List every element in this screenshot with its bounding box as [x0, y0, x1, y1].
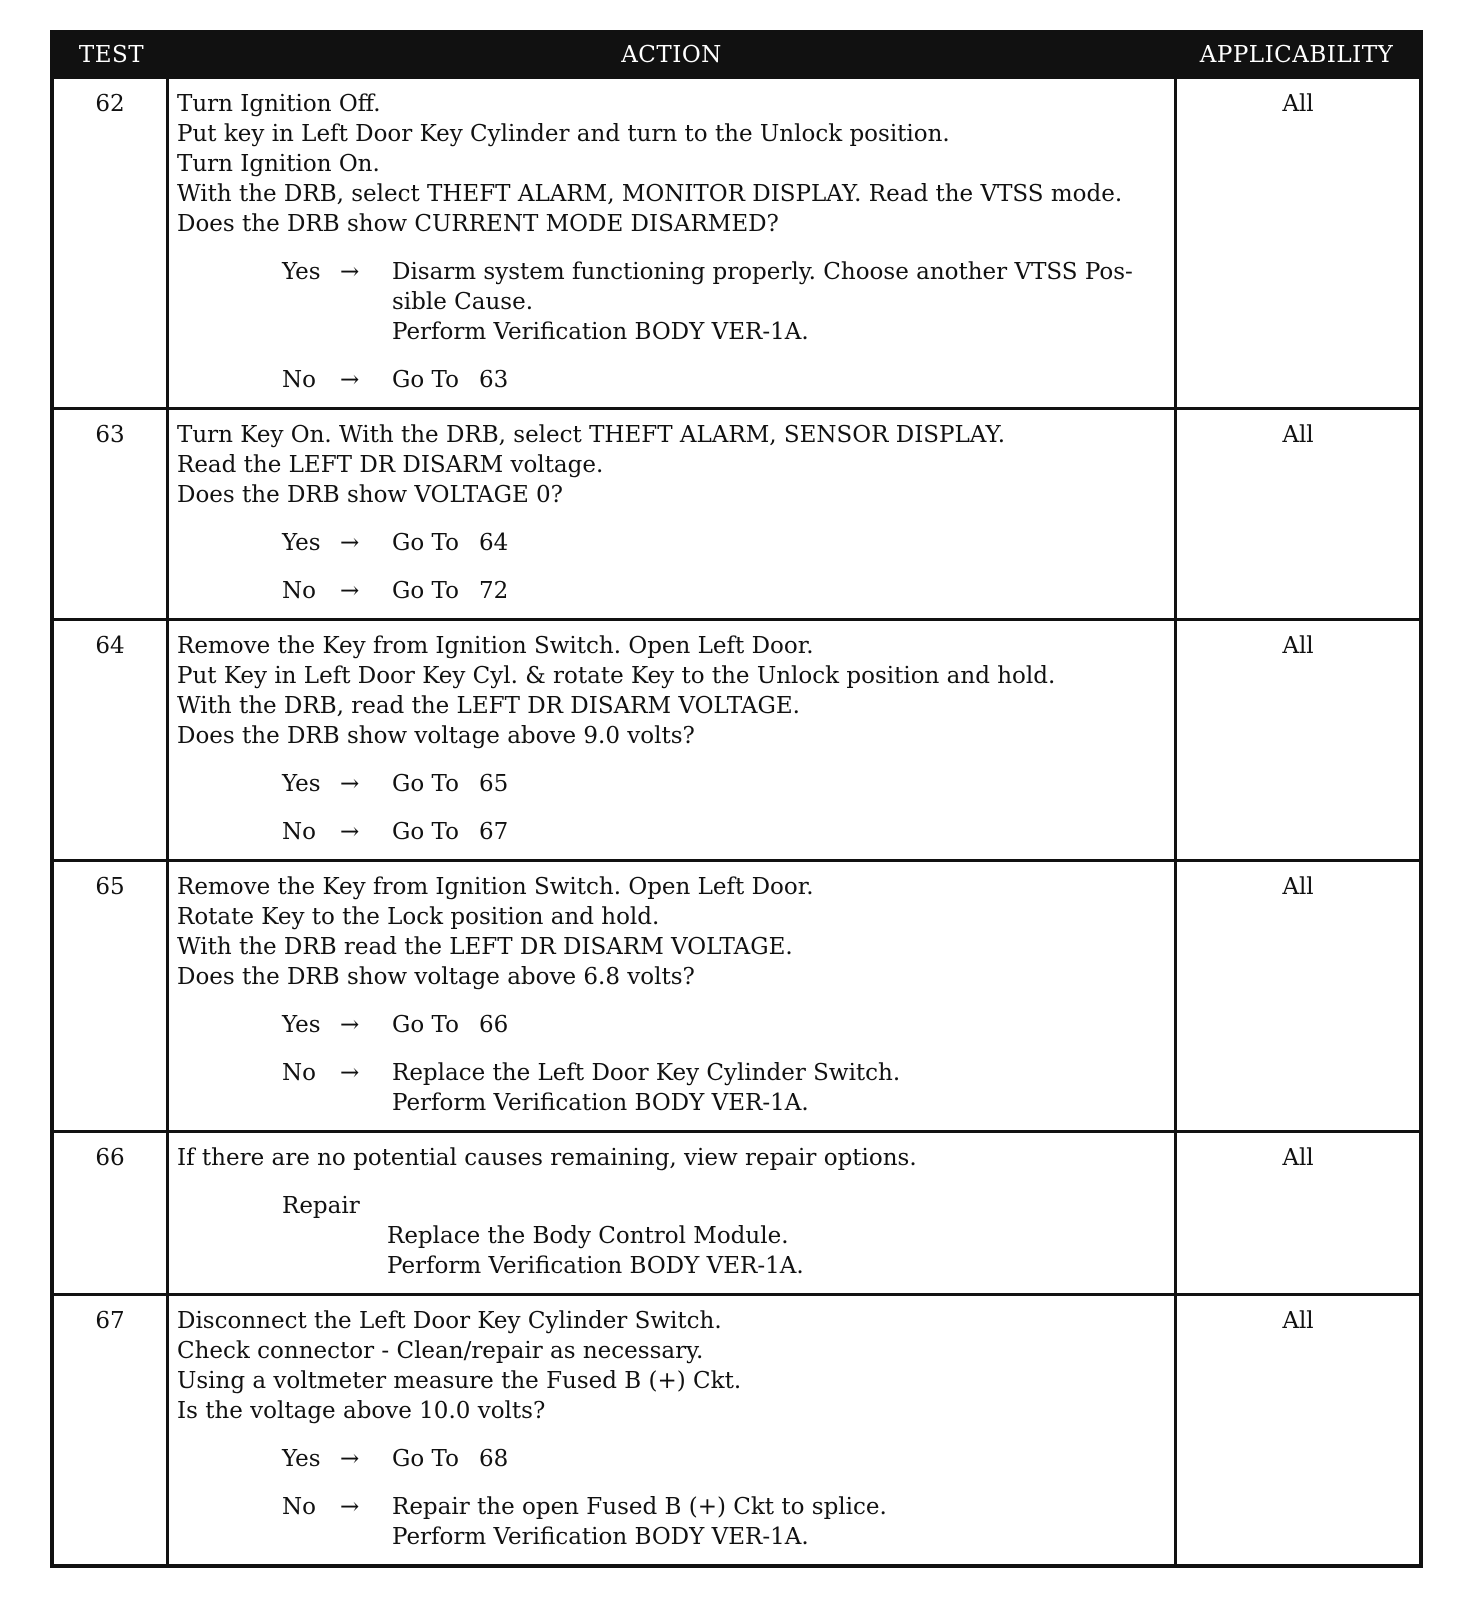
arrow-icon: → — [340, 1012, 360, 1038]
action-cell — [169, 621, 1177, 859]
answers — [177, 769, 1166, 847]
goto-number: 64 — [478, 530, 509, 556]
action-line: With the DRB, select THEFT ALARM, MONITOR DISPLAY. Read the VTSS mode. — [177, 181, 1123, 207]
action-line: Put Key in Left Door Key Cyl. & rotate Key to the Unlock position and hold. — [177, 663, 1056, 689]
repair-label: Repair — [282, 1193, 360, 1219]
applicability-value: All — [1282, 422, 1314, 448]
arrow-icon: → — [340, 1494, 360, 1520]
applicability-value: All — [1282, 874, 1314, 900]
action-line: Read the LEFT DR DISARM voltage. — [177, 452, 604, 478]
action-cell — [169, 862, 1177, 1130]
arrow-icon: → — [340, 259, 360, 285]
header-action: ACTION — [621, 42, 722, 68]
action-line: Turn Key On. With the DRB, select THEFT ALARM, SENSOR DISPLAY. — [177, 422, 1006, 448]
yes-answer — [282, 769, 1166, 799]
applicability-value: All — [1282, 1145, 1314, 1171]
table-row — [54, 1293, 1419, 1564]
yes-answer — [282, 257, 1166, 347]
arrow-icon: → — [340, 578, 360, 604]
goto-label: Go To — [392, 530, 459, 556]
goto-label: Go To — [392, 578, 459, 604]
no-answer — [282, 1492, 1166, 1552]
action-line: With the DRB read the LEFT DR DISARM VOLTAGE. — [177, 934, 793, 960]
action-line: Is the voltage above 10.0 volts? — [177, 1398, 546, 1424]
action-line: Remove the Key from Ignition Switch. Open Left Door. — [177, 874, 814, 900]
yes-label: Yes — [282, 1446, 321, 1472]
action-line: Check connector - Clean/repair as necessary. — [177, 1338, 704, 1364]
table-row — [54, 407, 1419, 618]
action-line: Does the DRB show voltage above 6.8 volts? — [177, 964, 695, 990]
goto-number: 66 — [478, 1012, 509, 1038]
table-row — [54, 618, 1419, 859]
answer-line: Perform Verification BODY VER-1A. — [392, 1090, 809, 1116]
yes-answer — [282, 528, 1166, 558]
goto-number: 63 — [478, 367, 509, 393]
yes-text — [392, 257, 1166, 347]
goto-number: 68 — [478, 1446, 509, 1472]
arrow-icon: → — [340, 1060, 360, 1086]
test-number: 63 — [54, 410, 169, 618]
action-line: Turn Ignition Off. — [177, 91, 381, 117]
goto-number: 67 — [478, 819, 509, 845]
goto-number: 65 — [478, 771, 509, 797]
repair-line: Perform Verification BODY VER-1A. — [387, 1253, 804, 1279]
no-text — [392, 1058, 1166, 1118]
goto-label: Go To — [392, 771, 459, 797]
arrow-icon: → — [340, 367, 360, 393]
answer-line: Perform Verification BODY VER-1A. — [392, 319, 809, 345]
action-line: Put key in Left Door Key Cylinder and turn to the Unlock position. — [177, 121, 950, 147]
no-answer — [282, 365, 1166, 395]
yes-label: Yes — [282, 530, 321, 556]
action-line: Using a voltmeter measure the Fused B (+) Ckt. — [177, 1368, 742, 1394]
yes-answer — [282, 1010, 1166, 1040]
answer-line: Perform Verification BODY VER-1A. — [392, 1524, 809, 1550]
action-cell — [169, 79, 1177, 407]
answer-line: sible Cause. — [392, 289, 534, 315]
header-test: TEST — [78, 42, 145, 68]
action-line: Turn Ignition On. — [177, 151, 380, 177]
table-row — [54, 1130, 1419, 1293]
action-line: Does the DRB show VOLTAGE 0? — [177, 482, 564, 508]
goto-label: Go To — [392, 819, 459, 845]
answers — [177, 257, 1166, 395]
applicability-value: All — [1282, 633, 1314, 659]
action-line: If there are no potential causes remaining, view repair options. — [177, 1145, 917, 1171]
answer-line: Disarm system functioning properly. Choose another VTSS Pos- — [392, 259, 1133, 285]
repair-lines — [387, 1221, 1166, 1281]
test-number: 67 — [54, 1296, 169, 1564]
action-cell — [169, 410, 1177, 618]
action-line: Does the DRB show CURRENT MODE DISARMED? — [177, 211, 779, 237]
header-applicability: APPLICABILITY — [1199, 42, 1394, 68]
repair-block — [282, 1191, 1166, 1281]
action-line: Rotate Key to the Lock position and hold. — [177, 904, 660, 930]
goto-number: 72 — [478, 578, 509, 604]
repair-line: Replace the Body Control Module. — [387, 1223, 789, 1249]
answers — [177, 528, 1166, 606]
arrow-icon: → — [340, 530, 360, 556]
test-number: 66 — [54, 1133, 169, 1293]
no-answer — [282, 576, 1166, 606]
no-answer — [282, 1058, 1166, 1118]
action-line: Disconnect the Left Door Key Cylinder Switch. — [177, 1308, 722, 1334]
no-label: No — [282, 819, 316, 845]
arrow-icon: → — [340, 1446, 360, 1472]
answer-line: Repair the open Fused B (+) Ckt to splice. — [392, 1494, 887, 1520]
diagnostic-test-table — [50, 30, 1423, 1568]
action-cell — [169, 1296, 1177, 1564]
no-label: No — [282, 1060, 316, 1086]
goto-label: Go To — [392, 1012, 459, 1038]
test-number: 64 — [54, 621, 169, 859]
no-text — [392, 1492, 1166, 1552]
test-number: 65 — [54, 862, 169, 1130]
yes-label: Yes — [282, 1012, 321, 1038]
goto-label: Go To — [392, 367, 459, 393]
action-line: Does the DRB show voltage above 9.0 volts? — [177, 723, 695, 749]
goto-label: Go To — [392, 1446, 459, 1472]
yes-label: Yes — [282, 771, 321, 797]
yes-answer — [282, 1444, 1166, 1474]
action-cell — [169, 1133, 1177, 1293]
applicability-value: All — [1282, 91, 1314, 117]
action-line: With the DRB, read the LEFT DR DISARM VOLTAGE. — [177, 693, 800, 719]
no-label: No — [282, 1494, 316, 1520]
answer-line: Replace the Left Door Key Cylinder Switch. — [392, 1060, 901, 1086]
answers — [177, 1010, 1166, 1118]
no-label: No — [282, 367, 316, 393]
arrow-icon: → — [340, 819, 360, 845]
table-row — [54, 859, 1419, 1130]
table-header — [54, 34, 1419, 76]
action-line: Remove the Key from Ignition Switch. Open Left Door. — [177, 633, 814, 659]
answers — [177, 1444, 1166, 1552]
no-answer — [282, 817, 1166, 847]
yes-label: Yes — [282, 259, 321, 285]
table-row — [54, 76, 1419, 407]
test-number: 62 — [54, 79, 169, 407]
applicability-value: All — [1282, 1308, 1314, 1334]
arrow-icon: → — [340, 771, 360, 797]
no-label: No — [282, 578, 316, 604]
